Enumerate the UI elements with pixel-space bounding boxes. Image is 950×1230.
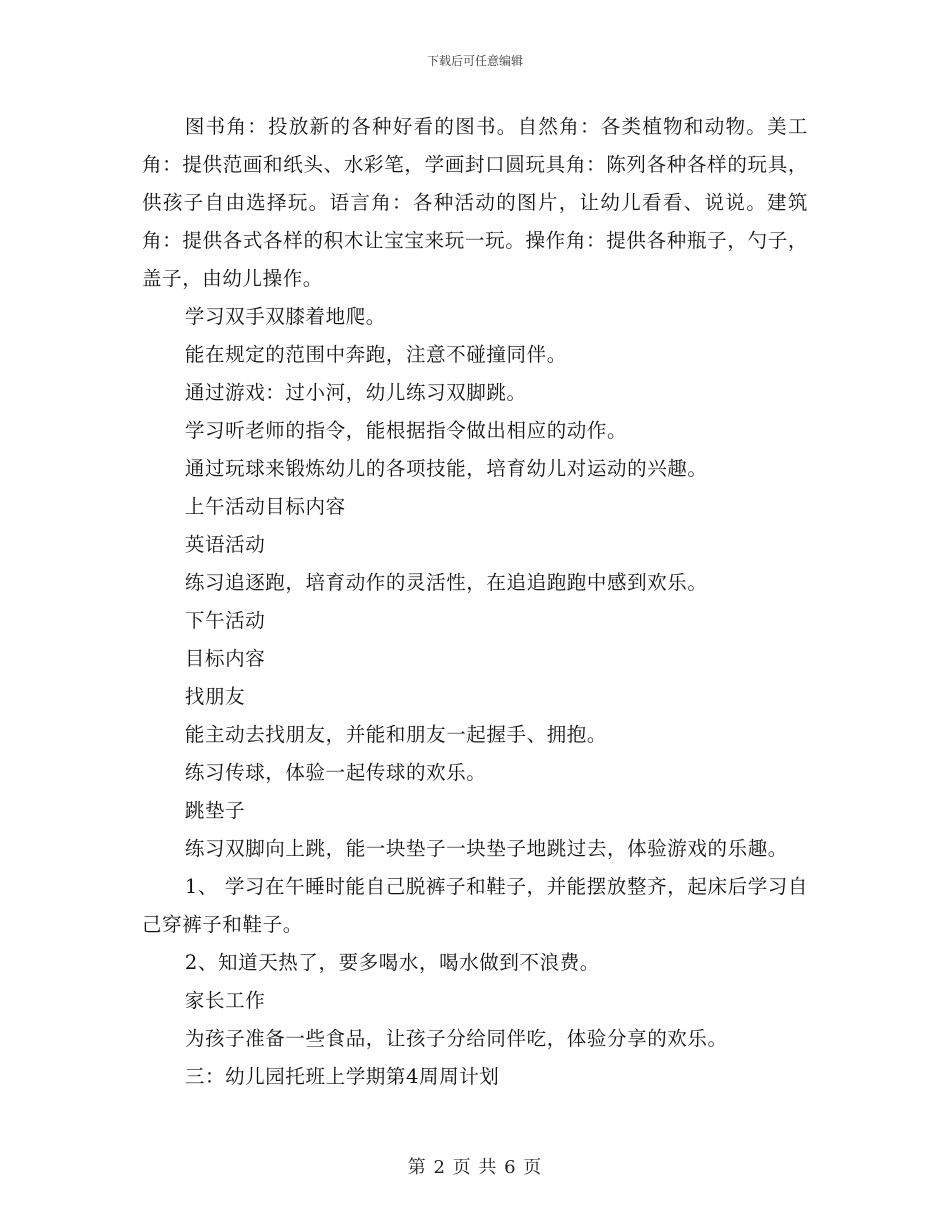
paragraph: 能在规定的范围中奔跑，注意不碰撞同伴。: [184, 343, 567, 366]
paragraph: 练习传球，体验一起传球的欢乐。: [184, 761, 487, 784]
paragraph: 通过游戏：过小河，幼儿练习双脚跳。: [184, 381, 527, 404]
paragraph: 学习听老师的指令，能根据指令做出相应的动作。: [184, 419, 628, 442]
paragraph: 能主动去找朋友，并能和朋友一起握手、拥抱。: [184, 723, 607, 746]
section-heading: 上午活动目标内容: [184, 495, 346, 518]
section-heading: 目标内容: [184, 647, 266, 670]
paragraph: 学习双手双膝着地爬。: [184, 305, 386, 328]
section-heading: 找朋友: [184, 685, 246, 708]
paragraph: 练习追逐跑，培育动作的灵活性，在追追跑跑中感到欢乐。: [184, 571, 708, 594]
paragraph: 1、 学习在午睡时能自己脱裤子和鞋子，并能摆放整齐，起床后学习自己穿裤子和鞋子。: [142, 875, 808, 936]
page-header: 下载后可任意编辑: [426, 54, 523, 68]
paragraph-corners: 图书角：投放新的各种好看的图书。自然角：各类植物和动物。美工角：提供范画和纸头、水彩笔，学画封口圆玩具角：陈列各种各样的玩具，供孩子自由选择玩。语言角：各种活动的图片，让幼儿看看、说说。建筑角：提供各式各样的积木让宝宝来玩一玩。操作角：提供各种瓶子，勺子，盖子，由幼儿操作。: [142, 115, 808, 290]
paragraph: 为孩子准备一些食品，让孩子分给同伴吃，体验分享的欢乐。: [184, 1027, 728, 1050]
section-heading: 家长工作: [184, 989, 266, 1012]
section-heading: 三：幼儿园托班上学期第4周周计划: [184, 1065, 500, 1088]
document-body: [142, 108, 808, 1096]
section-heading: 下午活动: [184, 609, 266, 632]
paragraph: 练习双脚向上跳，能一块垫子一块垫子地跳过去，体验游戏的乐趣。: [184, 837, 788, 860]
paragraph: 通过玩球来锻炼幼儿的各项技能，培育幼儿对运动的兴趣。: [184, 457, 708, 480]
page-number-footer: 第 2 页 共 6 页: [407, 1157, 543, 1178]
paragraph: 2、知道天热了，要多喝水，喝水做到不浪费。: [184, 951, 600, 974]
section-heading: 英语活动: [184, 533, 266, 556]
section-heading: 跳垫子: [184, 799, 246, 822]
